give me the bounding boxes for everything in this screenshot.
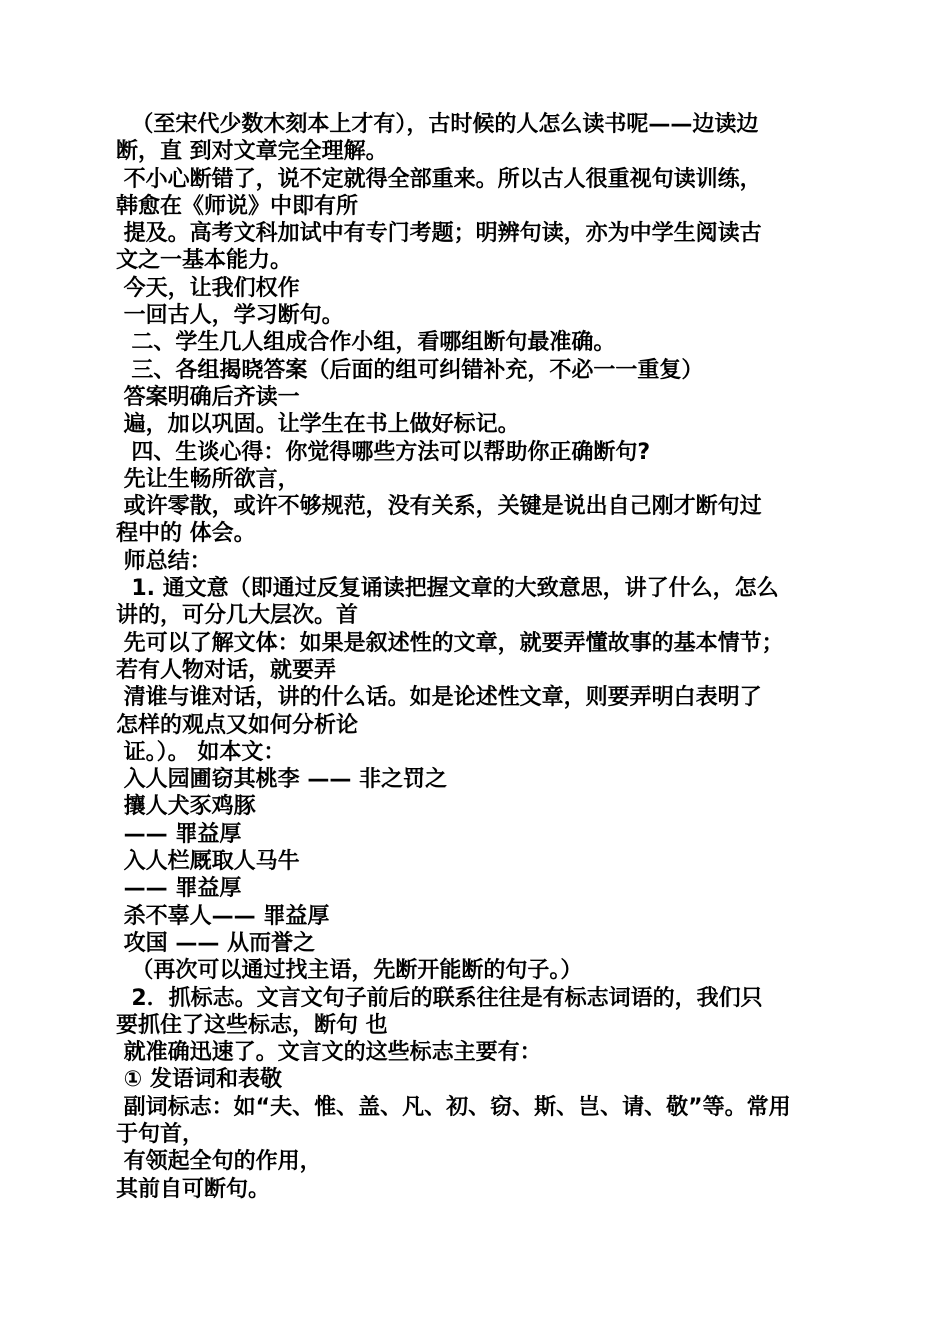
text-line: 或许零散，或许不够规范，没有关系，关键是说出自己刚才断句过 xyxy=(116,494,762,520)
text-line: 杀不辜人—— 罪益厚 xyxy=(116,903,330,929)
text-line: 韩愈在《师说》中即有所 xyxy=(116,193,359,219)
text-line: 师总结： xyxy=(116,548,212,574)
text-line: 提及。高考文科加试中有专门考题；明辨句读，亦为中学生阅读古 xyxy=(116,221,762,247)
text-line: 先让生畅所欲言， xyxy=(116,466,300,492)
text-line: 不小心断错了，说不定就得全部重来。所以古人很重视句读训练， xyxy=(116,166,762,192)
text-line: 讲的，可分几大层次。首 xyxy=(116,603,359,629)
document-page xyxy=(116,111,836,1203)
text-line: 其前自可断句。 xyxy=(116,1176,271,1202)
text-line: 文之一基本能力。 xyxy=(116,248,293,274)
text-line: 断，直 到对文章完全理解。 xyxy=(116,139,388,165)
text-line: 于句首， xyxy=(116,1121,205,1147)
text-line: 怎样的观点又如何分析论 xyxy=(116,712,359,738)
text-line: 四、生谈心得：你觉得哪些方法可以帮助你正确断句? xyxy=(116,439,651,465)
text-line: 今天，让我们权作 xyxy=(116,275,300,301)
text-line: 二、学生几人组成合作小组，看哪组断句最准确。 xyxy=(116,330,616,356)
text-line: 入人园圃窃其桃李 —— 非之罚之 xyxy=(116,767,447,793)
text-line: 证。）。 如本文： xyxy=(116,739,286,765)
text-line: 遍，加以巩固。让学生在书上做好标记。 xyxy=(116,412,520,438)
text-line: 有领起全句的作用， xyxy=(116,1149,322,1175)
text-line: 入人栏厩取人马牛 xyxy=(116,849,300,875)
text-line: 攘人犬豕鸡豚 xyxy=(116,794,256,820)
text-line: —— 罪益厚 xyxy=(116,876,242,902)
text-line: ① 发语词和表敬 xyxy=(116,1067,282,1093)
text-line: 攻国 —— 从而誉之 xyxy=(116,930,315,956)
text-line: （再次可以通过找主语，先断开能断的句子。） xyxy=(116,958,583,984)
text-line: 一回古人，学习断句。 xyxy=(116,303,344,329)
text-line: 2．抓标志。文言文句子前后的联系往往是有标志词语的，我们只 xyxy=(116,985,763,1011)
text-line: 1. 通文意（即通过反复诵读把握文章的大致意思，讲了什么，怎么 xyxy=(116,576,779,602)
text-line: 清谁与谁对话，讲的什么话。如是论述性文章，则要弄明白表明了 xyxy=(116,685,762,711)
text-line: （至宋代少数木刻本上才有），古时候的人怎么读书呢——边读边 xyxy=(116,112,759,137)
text-line: 答案明确后齐读一 xyxy=(116,384,300,410)
text-line: 三、各组揭晓答案（后面的组可纠错补充，不必一一重复） xyxy=(116,357,704,383)
text-line: 先可以了解文体：如果是叙述性的文章，就要弄懂故事的基本情节； xyxy=(116,630,784,656)
text-line: 就准确迅速了。文言文的这些标志主要有： xyxy=(116,1040,542,1066)
text-line: 若有人物对话，就要弄 xyxy=(116,657,337,683)
text-line: 要抓住了这些标志，断句 也 xyxy=(116,1012,388,1038)
text-line: 副词标志：如“夫、惟、盖、凡、初、窃、斯、岂、请、敬”等。常用 xyxy=(116,1094,791,1120)
text-line: —— 罪益厚 xyxy=(116,821,242,847)
text-line: 程中的 体会。 xyxy=(116,521,256,547)
